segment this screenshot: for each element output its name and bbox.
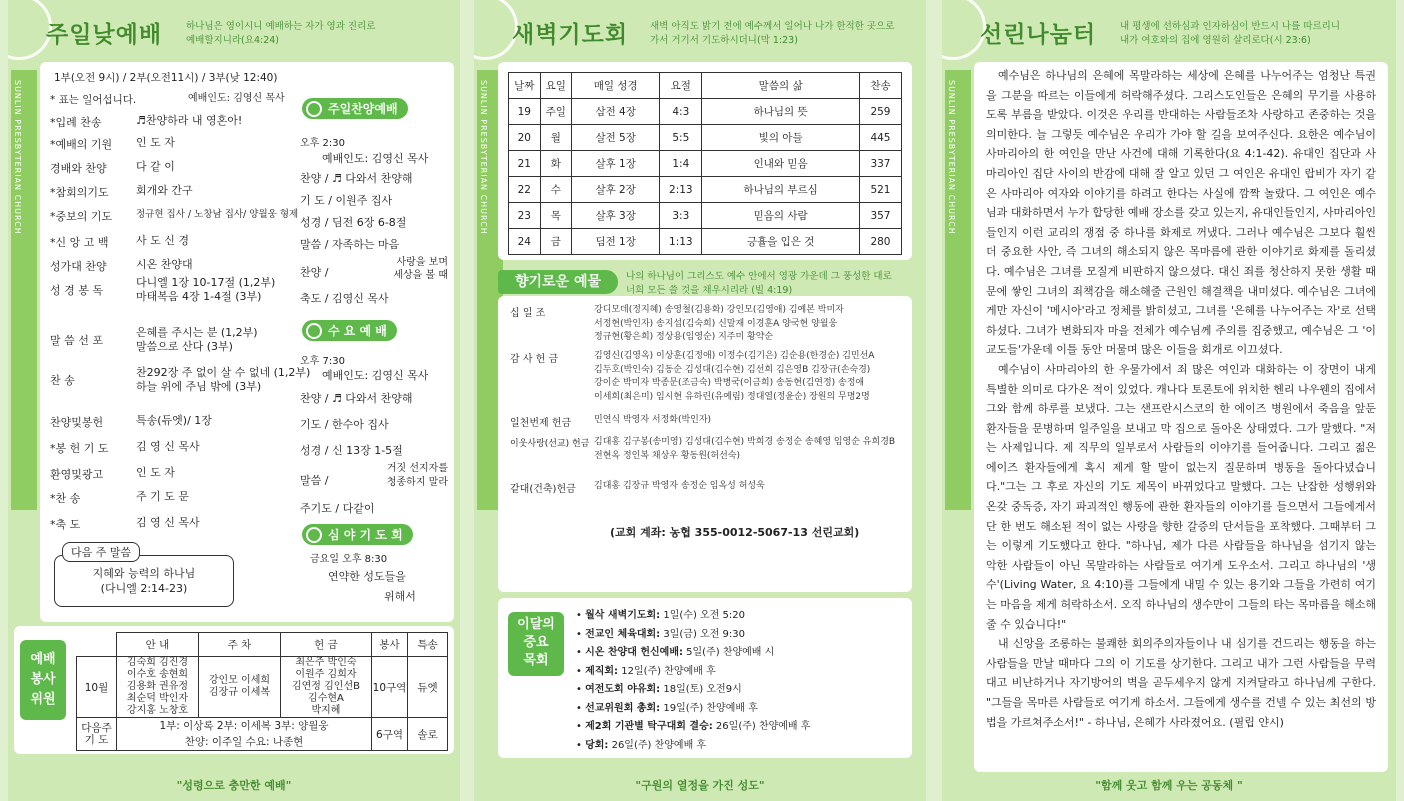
- parking-cell: [198, 657, 280, 718]
- sunday-praise-item: 말씀 / 자족하는 마음: [300, 238, 400, 251]
- name: 김수현A: [308, 693, 344, 704]
- order-value-line: 정규현 집사 / 노창남 집사/ 양월웅 형제: [136, 209, 299, 220]
- subtitle-line: 예배할지니라(요4:24): [186, 35, 279, 46]
- sunday-praise-item: 찬양 /: [300, 266, 329, 279]
- panel-sunday-worship: [8, 0, 460, 801]
- names-line: 김대홍 김구봉(송미영) 김성대(김수현) 박희경 송정순 송혜영 임영순 유희경B: [594, 437, 896, 447]
- name: 강인모 이세희: [208, 675, 271, 686]
- event-item: • 월삭 새벽기도회: 1일(수) 오전 5:20: [576, 610, 745, 621]
- names-line: 강디모데(정지혜) 송영철(김용화) 강인모(김영애) 김예본 박미자: [594, 305, 844, 315]
- table-row: [509, 99, 902, 125]
- service-times: 1부(오전 9시) / 2부(오전11시) / 3부(낮 12:40): [54, 72, 278, 84]
- side-text: SUNLIN PRESBYTERIAN CHURCH: [479, 80, 488, 235]
- table-cell: 주일: [540, 99, 572, 125]
- order-label: *찬 송: [50, 492, 81, 505]
- table-cell: 금: [540, 229, 572, 255]
- table-row: [509, 125, 902, 151]
- table-cell: 하나님의 뜻: [702, 99, 860, 125]
- name: 김숙희 김진경: [126, 657, 189, 668]
- offering-category: 일천번제 헌금: [510, 418, 572, 429]
- table-cell: 살후 3장: [572, 203, 660, 229]
- table-row: [509, 203, 902, 229]
- friday-prayer-title: [302, 524, 413, 545]
- order-value-line: 찬292장 주 없이 살 수 없네 (1,2부): [136, 366, 311, 379]
- name: 김연정 김인선B: [291, 681, 360, 692]
- order-value-line: 다니엘 1장 10-17절 (1,2부): [136, 276, 276, 289]
- cross-icon: [306, 323, 322, 339]
- order-value: [136, 234, 189, 248]
- next-week-box: [54, 555, 234, 607]
- order-value-line: ♬찬양하라 내 영혼아!: [136, 114, 243, 127]
- table-cell: 긍휼을 입은 것: [702, 229, 860, 255]
- names-line: 강이순 박미자 박종문(조금숙) 박병국(이금희) 송동현(김연정) 송정애: [594, 378, 865, 388]
- order-value-line: 김 영 신 목사: [136, 516, 200, 529]
- subtitle-line: 가서 거기서 기도하시더니(막 1:23): [650, 35, 798, 46]
- table-cell: 믿음의 사람: [702, 203, 860, 229]
- next-service-cell: 6구역: [372, 718, 408, 751]
- prayer-cell: [117, 718, 372, 751]
- table-cell: 24: [509, 229, 541, 255]
- order-label: 경배와 찬양: [50, 162, 107, 175]
- offering-names: [594, 480, 765, 494]
- offering-category: 이웃사랑(선교) 헌금: [510, 439, 590, 449]
- names-line: 전현옥 정인복 채상우 황동원(허선숙): [594, 450, 741, 461]
- duty-card: [14, 626, 454, 754]
- order-value-line: 말씀으로 산다 (3부): [136, 340, 233, 353]
- table-cell: 21: [509, 151, 541, 177]
- sunday-praise-leader: 예배인도: 김영신 목사: [322, 152, 429, 165]
- order-card: [40, 62, 454, 622]
- table-cell: 딤전 1장: [572, 229, 660, 255]
- subtitle-line: 내가 여호와의 집에 영원히 살리로다(시 23:6): [1120, 35, 1311, 46]
- order-label: 환영및광고: [50, 468, 104, 481]
- col-header: 특송: [408, 633, 448, 657]
- table-cell: 살전 5장: [572, 125, 660, 151]
- table-cell: 살후 2장: [572, 177, 660, 203]
- panel-sharing: [942, 0, 1396, 801]
- sunday-praise-title: [302, 98, 408, 119]
- col-header: 요절: [660, 73, 702, 99]
- order-value-line: 주 기 도 문: [136, 490, 189, 503]
- table-cell: 521: [859, 177, 901, 203]
- event-item: • 전교인 체육대회: 3일(금) 오전 9:30: [576, 628, 745, 640]
- table-cell: 월: [540, 125, 572, 151]
- table-cell: 357: [859, 203, 901, 229]
- order-label: *입례 찬송: [50, 116, 102, 129]
- prayer-line: 1부: 이상록 2부: 이세복 3부: 양월웅: [159, 720, 329, 732]
- wednesday-item: 찬양 / ♬ 다와서 찬양해: [300, 392, 413, 405]
- table-cell: 목: [540, 203, 572, 229]
- wednesday-item: 말씀 /: [300, 474, 329, 487]
- order-value: [136, 414, 212, 428]
- subtitle: [650, 20, 894, 48]
- paragraph: 예수님은 하나님의 은혜에 목말라하는 세상에 은혜를 나누어주는 엄청난 특권을 그분을 따르는 이들에게 허락해주셨다. 그리스도인들은 은혜의 무기를 사용하도록 부름을 받았다. 이것은 우리를 반대하는 사람들조차 사랑하고 존중하는 것을 의미한다. 늘 그렇듯 예수님은 우리가 가야 할 길을 보여주신다. 요한은 예수님이 사마리아의 한 여인을 만난 사건에 대해 기록한다(요 4:1-42). 유대인 집단과 사마리아인 집단 사이의 반감에 대해 잘 알고 있던 그 여인은 유대인 랍비가 자기 같은 사마리아 여자와 이야기를 하려고 한다는 사실에 깜짝 놀랐다. 그 여인은 예수님과 대화하면서 누가 합당한 예배 장소를 갖고 있는지, 유대인들인지, 사마리아인들인지 이런 교리의 쟁점 중 하나를 화제로 꺼냈다. 그러나 예수님은 그보다 훨씬 더 중요한 사안, 즉 그녀의 해소되지 않은 목마름에 관한 이야기로 화제를 돌리셨다. 예수님은 그녀를 모질게 비판하지 않으셨다. 대신 죄를 청산하지 못한 생활 때문에 쌓인 그녀의 죄책감을 해소해줄 근원인 해결책을 내미셨다. 예수님은 그녀에게만 자신이 '메시아'라고 정체를 밝히셨고, 그녀를 '은혜를 나누어주는 자'로 선택하셨다. 그녀가 변화되자 마을 전체가 예수님께 주의를 집중했고, 예수님은 그 '이교도들'가운데 이틀 동안 머물며 많은 이들을 회개로 이끄셨다.: [986, 69, 1376, 357]
- duty-label: 예배 봉사 위원: [20, 640, 66, 720]
- word-line: 청종하지 말라: [386, 477, 448, 488]
- table-cell: 5:5: [660, 125, 702, 151]
- table-cell: 22: [509, 177, 541, 203]
- guide-cell: [117, 657, 199, 718]
- offering-names: [594, 436, 895, 463]
- offering-names: [594, 304, 844, 345]
- event-item: • 당회: 26일(주) 찬양예배 후: [576, 739, 707, 751]
- page-title: 주일낮예배: [46, 22, 163, 48]
- table-cell: 259: [859, 99, 901, 125]
- article-body: [986, 66, 1376, 732]
- blank-cell: [77, 633, 117, 657]
- order-value: [136, 366, 310, 394]
- event-item: • 선교위원회 총회: 19일(주) 찬양예배 후: [576, 702, 758, 714]
- order-label: 찬 송: [50, 374, 75, 387]
- table-cell: 수: [540, 177, 572, 203]
- name: 강지홍 노창호: [126, 705, 189, 716]
- table-cell: 19: [509, 99, 541, 125]
- footer: "구원의 열정을 가진 성도": [635, 779, 765, 792]
- offering-card: [498, 296, 912, 592]
- table-cell: 하나님의 부르심: [702, 177, 860, 203]
- order-value-line: 김 영 신 목사: [136, 440, 200, 453]
- order-label: *신 앙 고 백: [50, 236, 109, 249]
- order-value-line: 인 도 자: [136, 466, 175, 479]
- order-value-line: 은혜를 주시는 분 (1,2부): [136, 326, 258, 339]
- order-value-line: 마태복음 4장 1-4절 (3부): [136, 290, 262, 303]
- table-cell: 인내와 믿음: [702, 151, 860, 177]
- name: 김장규 이세복: [208, 687, 271, 698]
- order-value: [136, 276, 275, 304]
- event-item: • 여전도회 야유회: 18일(토) 오전9시: [576, 684, 742, 695]
- order-label: *참회의기도: [50, 186, 109, 199]
- order-value: [136, 208, 298, 222]
- side-text: SUNLIN PRESBYTERIAN CHURCH: [13, 80, 22, 235]
- offering-cell: [280, 657, 371, 718]
- order-label: 찬양및봉헌: [50, 416, 104, 429]
- table-cell: 4:3: [660, 99, 702, 125]
- order-value: [136, 184, 193, 198]
- header: [474, 0, 926, 62]
- wednesday-word: [346, 462, 448, 490]
- dawn-table: [508, 72, 902, 255]
- offering-category: 십 일 조: [510, 308, 546, 319]
- order-value: [136, 466, 175, 480]
- subtitle-line: 새벽 아직도 밝기 전에 예수께서 일어나 나가 한적한 곳으로: [650, 21, 895, 32]
- table-row: [509, 177, 902, 203]
- friday-line: 위해서: [384, 590, 416, 603]
- sunday-praise-time: 오후 2:30: [300, 138, 345, 149]
- wednesday-item: 기도 / 한수아 집사: [300, 418, 389, 431]
- names-line: 김대홍 김장규 박영자 송정순 임옥성 허성욱: [594, 481, 765, 491]
- table-cell: 화: [540, 151, 572, 177]
- events-card: [498, 598, 912, 758]
- col-header: 날짜: [509, 73, 541, 99]
- event-item: • 시온 찬양대 헌신예배: 5일(주) 찬양예배 시: [576, 647, 775, 658]
- account-info: (교회 계좌: 농협 355-0012-5067-13 선린교회): [610, 526, 860, 539]
- friday-line: 연약한 성도들을: [328, 570, 406, 583]
- offering-names: [594, 350, 874, 404]
- names-line: 민연식 박영자 서정화(박인자): [594, 415, 712, 425]
- name: 이수호 송현희: [126, 669, 189, 680]
- sunday-praise-item: 성경 / 딤전 6장 6-8절: [300, 216, 407, 229]
- wednesday-leader: 예배인도: 김영신 목사: [322, 369, 429, 382]
- cross-icon: [306, 101, 322, 117]
- cross-icon: [306, 527, 322, 543]
- table-row: [509, 151, 902, 177]
- pill-text: 심 야 기 도 회: [328, 528, 403, 542]
- paragraph: 내 신앙을 조롱하는 불쾌한 회의주의자들이나 내 심기를 건드리는 행동을 하는 사람들을 만날 때마다 그의 이 기도를 상기한다. 그리고 내가 그런 사람들을 무력대고 비난하거나 자기방어의 벽을 곧두세우지 않게 지켜달라고 하나님께 구한다. "그들을 목마른 사람들로 여기게 하소서. 그들에게 생수를 건넬 수 있는 최선의 방법을 가르쳐주소서!" - 하나님, 은혜가 사라졌어요. (필립 얀시): [986, 637, 1376, 729]
- subtitle: [186, 20, 375, 48]
- offering-category: 감 사 헌 금: [510, 354, 559, 365]
- col-header: 봉사: [372, 633, 408, 657]
- col-header: 주 차: [198, 633, 280, 657]
- order-value-line: 하늘 위에 주님 밖에 (3부): [136, 380, 262, 393]
- table-cell: 337: [859, 151, 901, 177]
- table-cell: 445: [859, 125, 901, 151]
- order-value-line: 사 도 신 경: [136, 234, 189, 247]
- header: [942, 0, 1396, 62]
- header: [8, 0, 460, 62]
- order-value: [136, 326, 258, 354]
- month-cell: 10월: [77, 657, 117, 718]
- names-line: 김영신(김영옥) 이상훈(김정애) 이정수(김기은) 김순용(한경순) 김민선A: [594, 351, 875, 361]
- subtitle-line: 내 평생에 선하심과 인자하심이 반드시 나를 따르리니: [1120, 21, 1341, 32]
- table-cell: 3:3: [660, 203, 702, 229]
- col-header: 요일: [540, 73, 572, 99]
- order-value: [136, 440, 200, 454]
- order-value: [136, 516, 200, 530]
- paragraph: 예수님이 사마리아의 한 우물가에서 죄 많은 여인과 대화하는 이 장면이 내게 특별한 의미로 다가온 적이 있었다. 캐나다 토론토에 위치한 헨리 나우웬의 집에서 그와 함께 하루를 보냈다. 그는 샌프란시스코의 한 에이즈 병원에서 죽음을 앞둔 환자들을 문병하며 일주일을 보내고 막 집으로 돌아온 상태였다. 그가 말했다. "저는 사제입니다. 제 직무의 일부로서 사람들의 이야기를 들어줍니다. 그리고 젊은 에이즈 환자들에게 혹시 제게 할 말이 없는지 질문하며 병동을 돌아다녔습니다."그는 그 후로 자신의 기도 제목이 바뀌었다고 말했다. 그는 난잡한 성행위와 온갖 중독증, 자기 파괴적인 행동에 관한 환자들의 이야기를 들으면서 그들에게서 단 한 번도 해소된 적이 없는 사랑을 향한 갈증의 단서들을 포착했다. 그때부터 그는 이렇게 기도했다고 한다. "하나님, 제가 다른 사람들을 하나님을 섬기지 않는 악한 사람들이 아닌 목말라하는 사람들로 여기게 도우소서. 그리고 하나님의 '생수'(Living Water, 요 4:10)를 그들에게 내밀 수 있는 용기와 그들을 가련히 여기는 마음을 제게 허락하소서. 오직 하나님의 생수만이 그들의 타는 목마름을 해소해줄 수 있습니다!": [986, 362, 1376, 631]
- wednesday-item: 주기도 / 다같이: [300, 502, 375, 515]
- article-card: [974, 62, 1388, 772]
- footer: "성령으로 충만한 예배": [176, 779, 292, 792]
- duty-table: [76, 632, 448, 751]
- special-cell: 듀엣: [408, 657, 448, 718]
- order-label: 말 씀 선 포: [50, 334, 103, 347]
- table-cell: 20: [509, 125, 541, 151]
- panel-dawn-prayer: [474, 0, 926, 801]
- offering-category: 같대(건축)헌금: [510, 484, 576, 495]
- col-header: 매일 성경: [572, 73, 660, 99]
- next-week-label: 다음 주 말씀: [62, 542, 140, 562]
- song-line: 사랑을 보며: [396, 257, 448, 268]
- order-label: *봉 헌 기 도: [50, 442, 109, 455]
- dawn-card: [498, 62, 912, 260]
- next-week: [54, 542, 234, 612]
- events-label: 이달의 중요 목회: [508, 612, 564, 676]
- offering-names: [594, 414, 711, 428]
- wednesday-time: 오후 7:30: [300, 356, 345, 367]
- footer: "함께 웃고 함께 우는 공동체 ": [1095, 779, 1243, 792]
- event-item: • 제2회 기관별 탁구대회 결승: 26일(주) 찬양예배 후: [576, 721, 811, 732]
- sunday-praise-item: 축도 / 김영신 목사: [300, 292, 389, 305]
- pill-text: 주일찬양예배: [328, 102, 398, 116]
- next-week-ref: (다니엘 2:14-23): [100, 582, 188, 595]
- side-text: SUNLIN PRESBYTERIAN CHURCH: [947, 80, 956, 235]
- event-item: • 제직회: 12일(주) 찬양예배 후: [576, 665, 716, 677]
- subtitle-line: 나의 하나님이 그리스도 예수 안에서 영광 가운데 그 풍성한 대로: [626, 271, 892, 282]
- order-value: [136, 490, 189, 504]
- order-value-line: 예배인도: 김영신 목사: [188, 93, 285, 104]
- page-title: 선린나눔터: [980, 22, 1097, 48]
- name: 박지혜: [311, 705, 341, 716]
- song-line: 세상을 볼 때: [393, 270, 448, 281]
- order-value-line: 인 도 자: [136, 136, 175, 149]
- table-cell: 1:4: [660, 151, 702, 177]
- order-label: *중보의 기도: [50, 210, 113, 223]
- sunday-praise-song: [348, 256, 448, 282]
- name: 김용화 권유정: [126, 681, 189, 692]
- table-cell: 삼전 4장: [572, 99, 660, 125]
- table-cell: 2:13: [660, 177, 702, 203]
- order-value: [136, 136, 175, 150]
- offering-subtitle: [626, 270, 892, 298]
- order-value-line: 다 같 이: [136, 160, 175, 173]
- friday-time: 금요일 오후 8:30: [310, 554, 388, 565]
- table-cell: 280: [859, 229, 901, 255]
- wednesday-title: [302, 320, 397, 341]
- prayer-line: 찬양: 이주일 수요: 나종현: [184, 736, 304, 748]
- subtitle: [1120, 20, 1340, 48]
- sunday-praise-item: 기 도 / 이원주 집사: [300, 194, 393, 207]
- table-row: [509, 229, 902, 255]
- order-value: [136, 160, 175, 174]
- order-value: [188, 92, 285, 106]
- next-week-title: 지혜와 능력의 하나님: [92, 567, 196, 580]
- names-line: 정규현(황은희) 정상용(임영순) 지주미 황약순: [594, 332, 774, 342]
- order-label: 성가대 찬양: [50, 260, 107, 273]
- names-line: 김두호(박인숙) 김동순 김성대(김수현) 김선희 김은영B 김장규(손숙경): [594, 364, 871, 375]
- order-label: 성 경 봉 독: [50, 284, 103, 297]
- names-line: 이세희(최은미) 임시현 유하린(유예림) 정대열(정윤순) 장원의 무명2명: [594, 391, 870, 402]
- col-header: 찬송: [859, 73, 901, 99]
- table-cell: 살후 1장: [572, 151, 660, 177]
- page-title: 새벽기도회: [512, 22, 629, 48]
- subtitle-line: 하나님은 영이시니 예배하는 자가 영과 진리로: [186, 21, 376, 32]
- name: 최은주 박인숙: [295, 657, 357, 668]
- order-value-line: 시온 찬양대: [136, 258, 193, 271]
- pill-text: 수 요 예 배: [328, 324, 387, 338]
- table-cell: 23: [509, 203, 541, 229]
- col-header: 말씀의 삶: [702, 73, 860, 99]
- offering-title: 향기로운 예물: [498, 270, 618, 294]
- order-value: [136, 258, 193, 272]
- col-header: 헌 금: [280, 633, 371, 657]
- order-value: [136, 114, 242, 128]
- word-line: 거짓 선지자를: [386, 463, 448, 474]
- order-label: * 표는 일어섭니다.: [50, 94, 137, 106]
- sunday-praise-item: 찬양 / ♬ 다와서 찬양해: [300, 172, 413, 185]
- order-value-line: 특송(듀엣)/ 1장: [136, 414, 212, 427]
- order-value-line: 회개와 간구: [136, 184, 193, 197]
- name: 이원주 김희자: [295, 669, 357, 680]
- next-label-cell: 다음주 기 도: [77, 718, 117, 751]
- subtitle-line: 너희 모든 쓸 것을 채우시리라 (빌 4:19): [626, 285, 793, 296]
- table-cell: 1:13: [660, 229, 702, 255]
- order-label: *예배의 기원: [50, 138, 113, 151]
- col-header: 안 내: [117, 633, 199, 657]
- names-line: 서정현(박인자) 송지섭(김숙희) 신말재 이경훈A 양국현 양월웅: [594, 318, 838, 329]
- table-cell: 빛의 아들: [702, 125, 860, 151]
- service-cell: 10구역: [372, 657, 408, 718]
- name: 최순덕 박인자: [126, 693, 189, 704]
- wednesday-item: 성경 / 신 13장 1-5절: [300, 444, 403, 457]
- next-special-cell: 솔로: [408, 718, 448, 751]
- order-label: *축 도: [50, 518, 81, 531]
